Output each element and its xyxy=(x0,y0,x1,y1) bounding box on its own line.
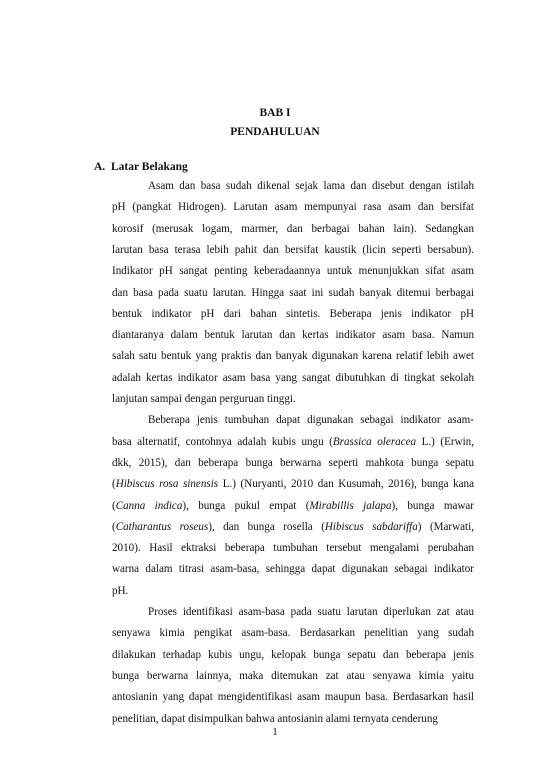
text-run: ), bunga mawar xyxy=(391,499,474,512)
text-run: L.) (Erwin, xyxy=(416,435,474,448)
text-run: dkk, 2015), dan beberapa bunga berwarna seperti mahkota bunga sepatu xyxy=(112,456,474,469)
text-line xyxy=(112,371,474,385)
text-run: dan basa pada suatu larutan. Hingga saat ini sudah banyak ditemui berbagai xyxy=(112,286,474,299)
text-run: 2010). Hasil ektraksi beberapa tumbuhan tersebut mengalami perubahan xyxy=(112,542,474,555)
text-run: ( xyxy=(112,499,116,512)
text-line xyxy=(112,286,474,300)
italic-text: Brassica oleracea xyxy=(332,435,417,448)
text-run: bunga berwarna lainnya, maka ditemukan zat atau senyawa kimia yaitu xyxy=(112,669,474,682)
section-heading xyxy=(94,161,188,173)
section-number: A. xyxy=(94,161,106,173)
text-line xyxy=(112,328,474,342)
text-line xyxy=(112,200,474,214)
text-line xyxy=(112,392,474,406)
text-run: ), bunga pukul empat ( xyxy=(182,499,310,512)
text-line xyxy=(148,413,474,427)
text-line xyxy=(112,499,474,513)
italic-text: Mirabillis jalapa xyxy=(309,499,392,512)
text-run: Indikator pH sangat penting keberadaannya untuk menunjukkan sifat asam xyxy=(112,265,474,278)
text-line xyxy=(112,520,474,534)
text-run: ) (Marwati, xyxy=(417,520,474,533)
text-line xyxy=(112,349,474,363)
text-run: ( xyxy=(112,520,116,533)
text-line xyxy=(112,307,474,321)
text-run: diantaranya dalam bentuk larutan dan kertas indikator asam basa. Namun xyxy=(112,329,474,342)
text-run: L.) (Nuryanti, 2010 dan Kusumah, 2016), bunga kana xyxy=(218,478,475,491)
text-run: senyawa kimia pengikat asam-basa. Berdasarkan penelitian yang sudah xyxy=(112,627,474,640)
text-line xyxy=(112,222,474,236)
text-run: ( xyxy=(112,478,116,491)
chapter-number: BAB I xyxy=(259,107,291,119)
text-line xyxy=(112,243,474,257)
text-line xyxy=(112,477,474,491)
text-run: korosif (merusak logam, marmer, dan berbagai bahan lain). Sedangkan xyxy=(112,222,474,235)
text-run: antosianin yang dapat mengidentifikasi asam maupun basa. Berdasarkan hasil xyxy=(112,691,474,704)
text-line xyxy=(112,541,474,555)
text-run: Asam dan basa sudah dikenal sejak lama dan disebut dengan istilah xyxy=(148,180,474,192)
italic-text: Canna indica xyxy=(115,499,183,512)
italic-text: Hibiscus sabdariffa xyxy=(324,520,418,533)
italic-text: Hibiscus rosa sinensis xyxy=(115,478,219,491)
text-run: Proses identifikasi asam-basa pada suatu larutan diperlukan zat atau xyxy=(148,606,474,618)
text-run: lanjutan sampai dengan perguruan tinggi. xyxy=(112,393,296,405)
text-line xyxy=(148,605,474,619)
text-line xyxy=(112,690,474,704)
text-run: penelitian, dapat disimpulkan bahwa antosianin alami ternyata cenderung xyxy=(112,712,438,725)
text-run: basa alternatif, contohnya adalah kubis ungu ( xyxy=(112,435,333,448)
text-line xyxy=(112,562,474,576)
text-line xyxy=(112,626,474,640)
text-run: bentuk indikator pH dari bahan sintetis. Beberapa jenis indikator pH xyxy=(112,307,474,320)
text-run: pH (pangkat Hidrogen). Larutan asam mempunyai rasa asam dan bersifat xyxy=(112,201,474,214)
section-title: Latar Belakang xyxy=(111,161,188,173)
text-line xyxy=(112,669,474,683)
chapter-title: PENDAHULUAN xyxy=(230,126,320,138)
page-number: 1 xyxy=(272,727,278,738)
italic-text: Catharantus roseus xyxy=(115,520,209,533)
text-run: Beberapa jenis tumbuhan dapat digunakan sebagai indikator asam- xyxy=(148,414,474,427)
text-run: ), dan bunga rosella ( xyxy=(208,520,325,533)
text-run: salah satu bentuk yang praktis dan banyak digunakan karena relatif lebih awet xyxy=(112,350,474,363)
text-line xyxy=(112,456,474,470)
text-run: warna dalam titrasi asam-basa, sehingga dapat digunakan sebagai indikator xyxy=(112,563,474,576)
text-line xyxy=(112,648,474,662)
text-line xyxy=(148,179,474,193)
text-run: dilakukan terhadap kubis ungu, kelopak bunga sepatu dan beberapa jenis xyxy=(112,648,474,661)
text-run: larutan basa terasa lebih pahit dan bersifat kaustik (licin seperti bersabun). xyxy=(112,243,474,256)
text-line xyxy=(112,264,474,278)
text-line xyxy=(112,712,474,726)
text-line xyxy=(112,435,474,449)
text-line xyxy=(112,584,474,598)
text-run: pH. xyxy=(112,584,129,597)
text-run: adalah kertas indikator asam basa yang sangat dibutuhkan di tingkat sekolah xyxy=(112,371,474,384)
